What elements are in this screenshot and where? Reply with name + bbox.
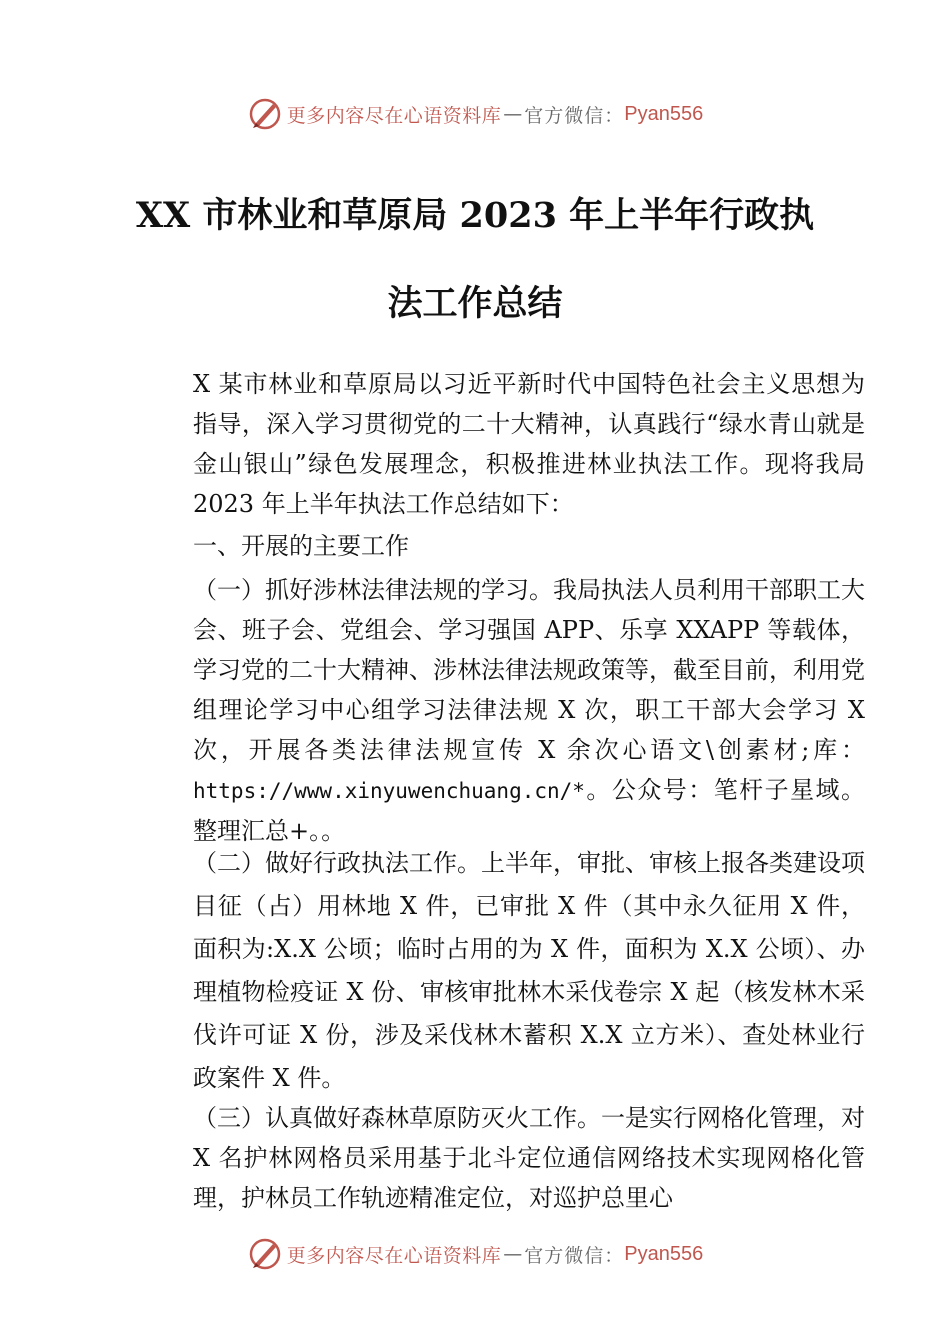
item-1-link: https://www.xinyuwenchuang.cn/*: [193, 779, 585, 803]
watermark-dash: —: [503, 1243, 523, 1265]
watermark-contact-label: 官方微信：: [524, 1244, 625, 1267]
watermark-dash: —: [503, 103, 523, 125]
item-2-paragraph: [145, 842, 865, 1100]
document-title: [100, 190, 850, 330]
item-2-text: （二）做好行政执法工作。上半年，审批、审核上报各类建设项目征（占）用林地 X 件，已审批 X 件（其中永久征用 X 件，面积为:X.X 公顷；临时占用的为 X 件，面积为 X.X 公顷）、办理植物检疫证 X 份、审核审批林木采伐卷宗 X 起（核发林木采伐许可证 X 份，涉及采伐林木蓄积 X.X 立方米）、查处林业行政案件 X 件。: [193, 849, 865, 1092]
item-1-body: （一）抓好涉林法律法规的学习。我局执法人员利用干部职工大会、班子会、党组会、学习强国 APP、乐享 XXAPP 等载体，学习党的二十大精神、涉林法律法规政策等，截至目前，利用党组理论学习中心组学习法律法规 X 次，职工干部大会学习 X 次，开展各类法律法规宣传 X 余次心语文\创素材;库：: [193, 576, 865, 764]
watermark-wechat-id: Pyan556: [624, 1242, 704, 1265]
pen-logo-icon: [247, 96, 283, 132]
title-line-2: 法工作总结: [387, 283, 563, 324]
section-heading-text: 一、开展的主要工作: [193, 532, 409, 560]
watermark-wechat-id: Pyan556: [624, 102, 704, 125]
item-1-tail: 。公众号：笔杆子星域。整理汇总+。。: [193, 776, 865, 845]
item-3-text: （三）认真做好森林草原防灭火工作。一是实行网格化管理，对 X 名护林网格员采用基于北斗定位通信网络技术实现网格化管理，护林员工作轨迹精准定位，对巡护总里心: [193, 1104, 865, 1212]
title-line-1: XX 市林业和草原局 2023 年上半年行政执: [135, 195, 815, 236]
pen-logo-icon: [247, 1236, 283, 1272]
watermark-banner-top: [0, 92, 950, 136]
watermark-text: 更多内容尽在心语资料库: [286, 104, 502, 127]
watermark-banner-bottom: [0, 1232, 950, 1276]
watermark-text: 更多内容尽在心语资料库: [286, 1244, 502, 1267]
item-1-paragraph: [145, 570, 865, 851]
item-1-text: [145, 570, 865, 851]
intro-text: X 某市林业和草原局以习近平新时代中国特色社会主义思想为指导，深入学习贯彻党的二十大精神，认真践行“绿水青山就是金山银山”绿色发展理念，积极推进林业执法工作。现将我局 2023 年上半年执法工作总结如下：: [193, 370, 865, 518]
watermark-contact-label: 官方微信：: [524, 104, 625, 127]
intro-paragraph: [145, 364, 865, 524]
section-heading-1: [145, 526, 865, 566]
item-3-paragraph: [145, 1098, 865, 1218]
